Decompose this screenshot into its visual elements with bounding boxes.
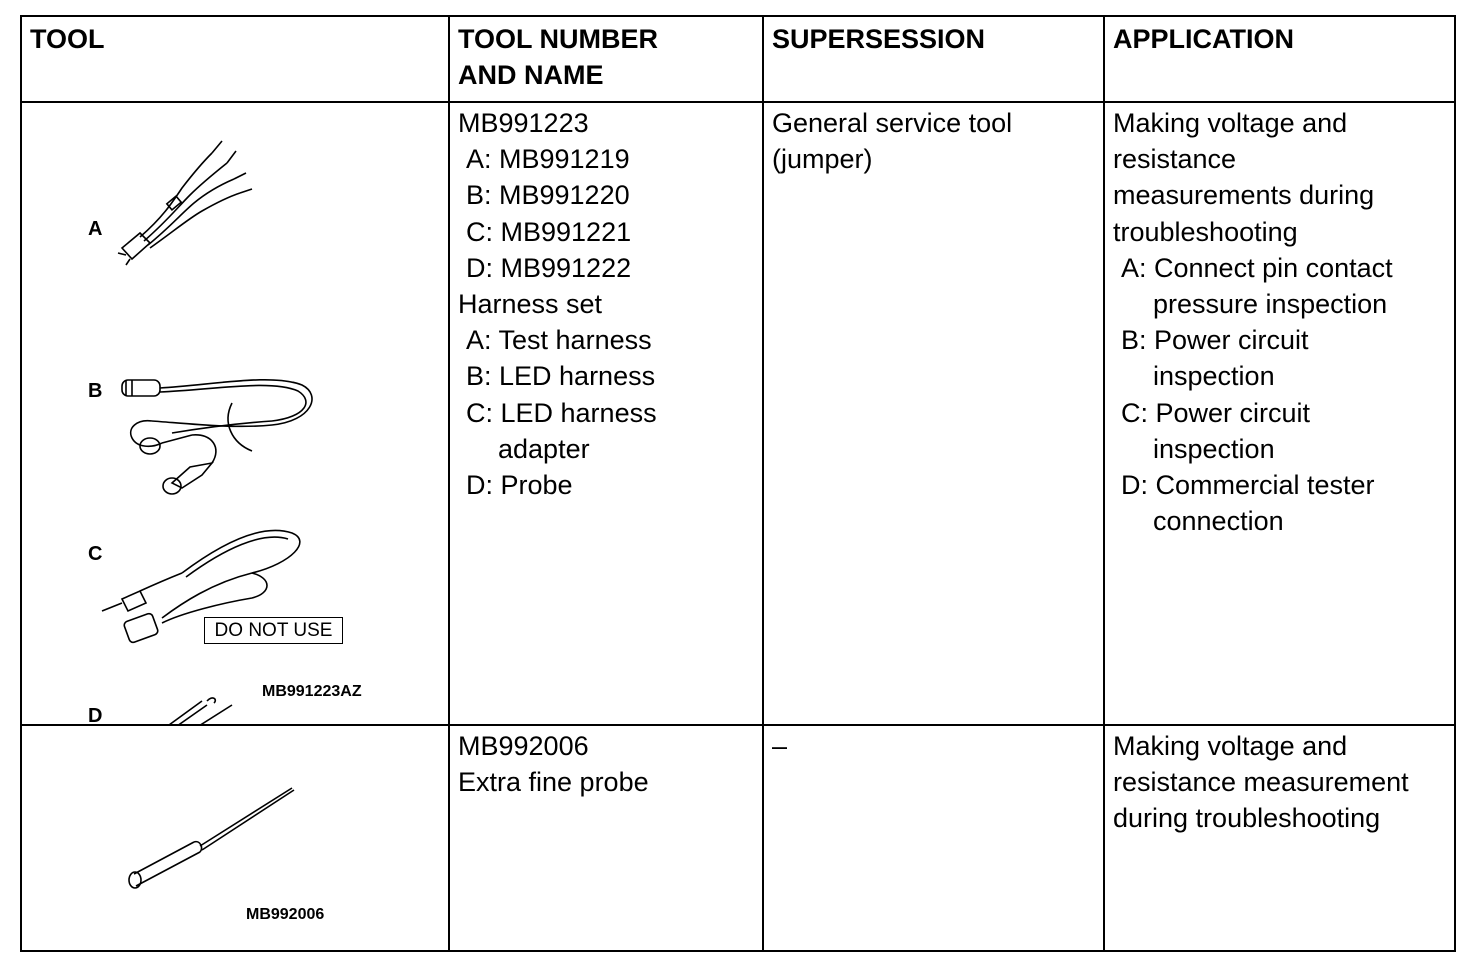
cell-text-line: D: Probe: [466, 470, 573, 501]
application-cell: [1104, 725, 1455, 951]
special-tools-table: [20, 15, 1456, 952]
probe-drawing: [147, 698, 232, 726]
cell-text-line: A: Test harness: [466, 325, 652, 356]
cell-text-line: C: LED harness: [466, 397, 657, 428]
led-harness-drawing: [122, 380, 312, 494]
do-not-use-stamp: DO NOT USE: [204, 617, 343, 644]
cell-text-line: resistance measurement: [1113, 767, 1409, 798]
figure-caption: MB992006: [246, 906, 325, 923]
tool-number-cell: [449, 102, 763, 725]
cell-text-line: B: LED harness: [466, 361, 656, 392]
header-application: APPLICATION: [1104, 16, 1455, 102]
cell-text-line: inspection: [1153, 361, 1275, 392]
table-row: [21, 102, 1455, 725]
label-c: C: [88, 543, 103, 565]
header-tool: TOOL: [21, 16, 449, 102]
label-b: B: [88, 380, 103, 402]
cell-text-line: A: MB991219: [466, 144, 630, 175]
cell-text-line: A: Connect pin contact: [1121, 252, 1393, 283]
table-row: [21, 725, 1455, 951]
cell-text-line: Harness set: [458, 289, 603, 320]
header-tool-number: TOOL NUMBER AND NAME: [449, 16, 763, 102]
cell-text-line: D: Commercial tester: [1121, 470, 1375, 501]
cell-text-line: Making voltage and: [1113, 731, 1348, 761]
tool-illustration-cell: [21, 725, 449, 951]
test-harness-drawing: [118, 141, 252, 265]
cell-text-line: (jumper): [772, 144, 873, 175]
cell-text-line: during troubleshooting: [1113, 803, 1381, 834]
cell-text-line: troubleshooting: [1113, 216, 1298, 247]
cell-text-line: resistance: [1113, 144, 1237, 175]
cell-text-line: B: MB991220: [466, 180, 630, 211]
tool-illustration-cell: [21, 102, 449, 725]
cell-text-line: Extra fine probe: [458, 767, 649, 798]
cell-text-line: General service tool: [772, 108, 1013, 138]
supersession-cell: [763, 102, 1104, 725]
cell-text-line: inspection: [1153, 433, 1275, 464]
header-supersession: SUPERSESSION: [763, 16, 1104, 102]
cell-text-line: pressure inspection: [1153, 289, 1388, 320]
cell-text-line: MB992006: [458, 731, 589, 761]
cell-text-line: measurements during: [1113, 180, 1375, 211]
cell-text-line: D: MB991222: [466, 252, 632, 283]
cell-text-line: Making voltage and: [1113, 108, 1348, 138]
cell-text-line: C: Power circuit: [1121, 397, 1311, 428]
label-d: D: [88, 705, 103, 726]
figure-caption: MB991223AZ: [262, 683, 362, 700]
cell-text-line: B: Power circuit: [1121, 325, 1309, 356]
cell-text-line: connection: [1153, 506, 1284, 537]
supersession-cell: [763, 725, 1104, 951]
cell-text-line: MB991223: [458, 108, 589, 138]
tool-number-cell: [449, 725, 763, 951]
header-row: [21, 16, 1455, 102]
cell-text-line: –: [772, 731, 788, 761]
label-a: A: [88, 218, 103, 240]
cell-text-line: C: MB991221: [466, 216, 632, 247]
extra-fine-probe-illustration: [22, 726, 450, 952]
cell-text-line: adapter: [498, 433, 590, 464]
application-cell: [1104, 102, 1455, 725]
